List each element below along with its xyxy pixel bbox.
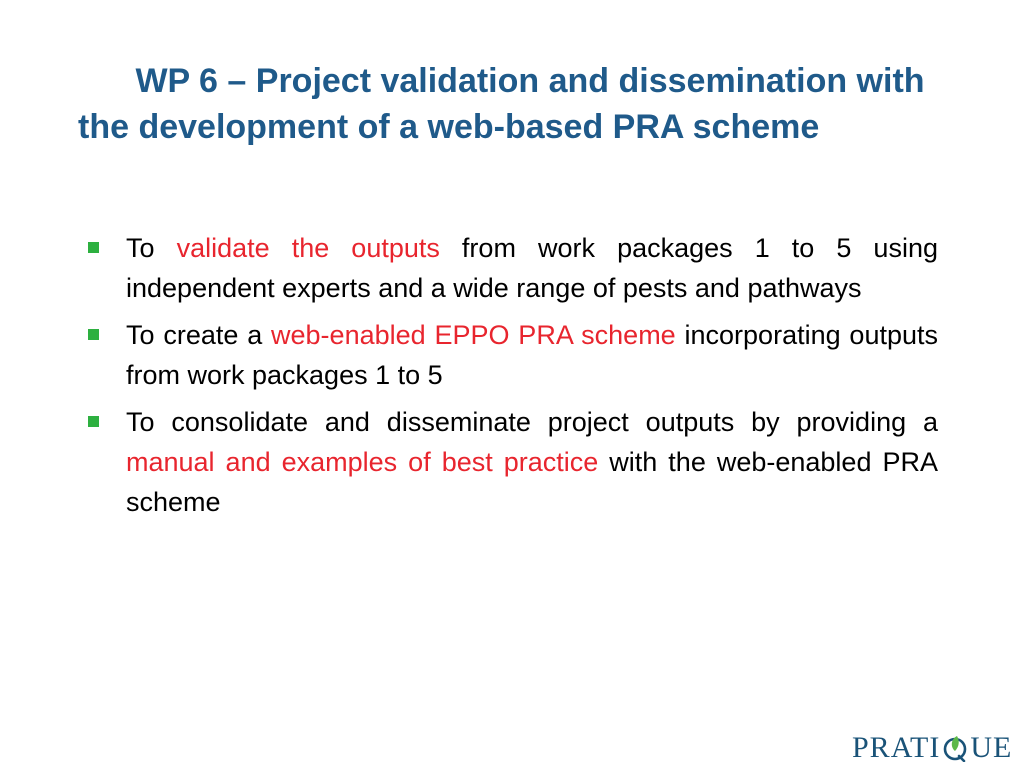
leaf-q-icon bbox=[942, 734, 968, 762]
bullet-text: To create a bbox=[126, 320, 272, 350]
square-bullet-icon bbox=[88, 416, 99, 427]
bullet-text: from work packages 1 to 5 using independent experts and a wide range of pests and pathways bbox=[126, 233, 938, 303]
logo-text-suffix: UE bbox=[970, 731, 1013, 764]
bullet-text: incorporating outputs from work packages 1 to 5 bbox=[126, 320, 938, 390]
title-line-2: the development of a web-based PRA scheme bbox=[78, 108, 820, 146]
bullet-list bbox=[88, 228, 938, 529]
title-line-1: WP 6 – Project validation and dissemination with bbox=[135, 62, 925, 100]
slide-title bbox=[40, 58, 1020, 150]
pratique-logo bbox=[852, 728, 1012, 768]
bullet-highlight: web-enabled EPPO PRA scheme bbox=[271, 320, 676, 350]
bullet-item-2 bbox=[88, 315, 938, 395]
bullet-item-1 bbox=[88, 228, 938, 308]
bullet-text: To bbox=[126, 233, 177, 263]
bullet-text: with the web-enabled PRA scheme bbox=[126, 447, 938, 517]
bullet-highlight: manual and examples of best practice bbox=[126, 447, 599, 477]
square-bullet-icon bbox=[88, 329, 99, 340]
bullet-text: To consolidate and disseminate project outputs by providing a bbox=[126, 407, 938, 437]
logo-text-prefix: PRATI bbox=[852, 731, 941, 764]
square-bullet-icon bbox=[88, 242, 99, 253]
bullet-item-3 bbox=[88, 402, 938, 522]
bullet-highlight: validate the outputs bbox=[176, 233, 440, 263]
